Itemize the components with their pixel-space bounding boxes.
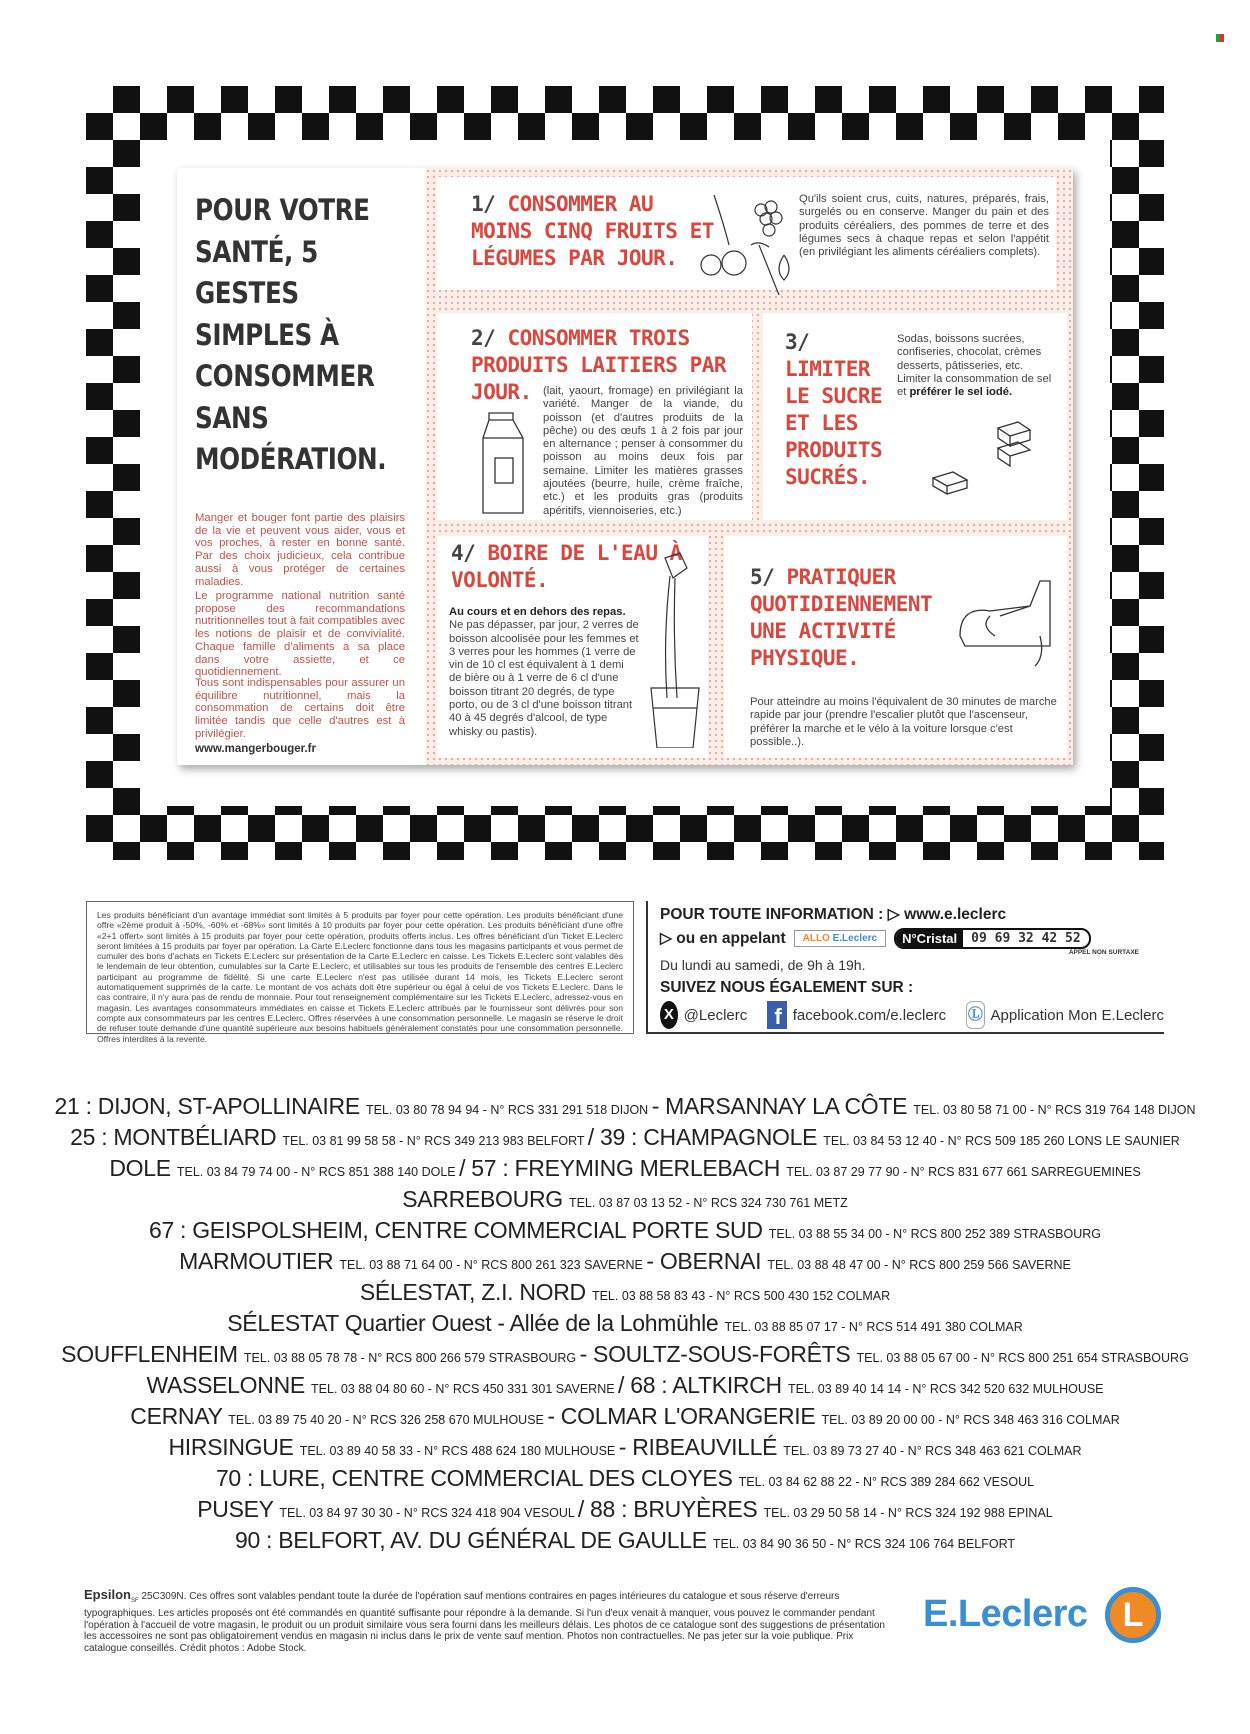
website-link[interactable]: www.mangerbouger.fr: [195, 743, 316, 755]
store-name: MARMOUTIER: [179, 1248, 340, 1274]
store-details: TEL. 03 88 55 34 00 - N° RCS 800 252 389 STRASBOURG: [768, 1227, 1102, 1241]
sneaker-icon: [950, 576, 1060, 676]
store-name: - COLMAR L'ORANGERIE: [547, 1403, 822, 1429]
leclerc-logo: E.Leclerc L: [923, 1585, 1163, 1645]
app-link[interactable]: Application Mon E.Leclerc: [990, 1006, 1164, 1024]
gesture-number: 2/: [471, 326, 496, 350]
gesture-title: BOIRE DE L'EAU À VOLONTÉ.: [451, 541, 682, 592]
gesture-title: LIMITER LE SUCRE ET LES PRODUITS SUCRÉS.: [785, 357, 883, 489]
gesture-number: 4/: [451, 541, 476, 565]
gesture-text-bold: préférer le sel iodé.: [909, 386, 1013, 399]
gesture-title-end: JOUR.: [471, 380, 532, 404]
footer-legal: Epsilon$_{SF}$ 25C309N. Ces offres sont valables pendant toute la durée de l'opération sauf mentions contraires en pages intérieures du catalogue et sous réserve d'erreurs typographiques. Les articles proposés ont été commandés en quantité suffisante pour répondre à la demande. Si l'un d'eux venait à manquer, vous pouvez le commander pendant l'opération à l'accueil de votre magasin, le produit ou un produit similaire vous sera fourni dans les meilleurs délais. Les photos de ce catalogue sont des suggestions de présentation les accessoires ne sont pas obligatoirement vendus en magasin ni inclus dans le prix de vente sauf mention. Photos non contractuelles. Ne pas jeter sur la voie publique. Prix catalogue conseillés. Crédit photos : Adobe Stock.: [84, 1587, 885, 1655]
store-name: SARREBOURG: [402, 1186, 569, 1212]
store-details: TEL. 03 80 58 71 00 - N° RCS 319 764 148 DIJON: [913, 1103, 1196, 1117]
gesture-panel-3: [763, 313, 1067, 520]
store-name: 21 : DIJON, ST-APOLLINAIRE: [54, 1093, 366, 1119]
store-line: [0, 1186, 1250, 1213]
contact-info: [646, 901, 1164, 1034]
store-details: TEL. 03 84 79 74 00 - N° RCS 851 388 140 DOLE: [176, 1165, 460, 1179]
gesture-panel-5: [724, 536, 1067, 758]
gesture-number: 1/: [471, 192, 496, 216]
store-line: [0, 1465, 1250, 1492]
leclerc-logo-icon: L: [1105, 1587, 1161, 1643]
store-line: [0, 1310, 1250, 1337]
intro-paragraph: Tous sont indispensables pour assurer un équilibre nutritionnel, mais la consommation de certains doit être limitée tandis que celle d'autres est à privilégier.: [195, 677, 405, 740]
store-name: WASSELONNE: [146, 1372, 312, 1398]
website-link[interactable]: www.e.leclerc: [904, 906, 1007, 923]
facebook-icon[interactable]: f: [767, 1001, 787, 1029]
store-details: TEL. 03 89 20 00 00 - N° RCS 348 463 316 COLMAR: [821, 1413, 1120, 1427]
store-details: TEL. 03 88 48 47 00 - N° RCS 800 259 566 SAVERNE: [767, 1258, 1071, 1272]
gesture-number: 3/: [785, 330, 810, 354]
store-details: TEL. 03 88 04 80 60 - N° RCS 450 331 301 SAVERNE: [311, 1382, 619, 1396]
store-name: SOUFFLENHEIM: [61, 1341, 244, 1367]
follow-heading: SUIVEZ NOUS ÉGALEMENT SUR :: [660, 979, 914, 996]
x-handle[interactable]: @Leclerc: [683, 1006, 748, 1024]
gesture-panel-2: [437, 313, 752, 520]
store-line: [0, 1217, 1250, 1244]
store-line: [0, 1403, 1250, 1430]
poster-title: POUR VOTRE SANTÉ, 5 GESTES SIMPLES À CONSOMMER SANS MODÉRATION.: [195, 193, 387, 476]
info-heading: POUR TOUTE INFORMATION :: [660, 906, 884, 923]
gesture-panel-4: [437, 536, 708, 758]
surtaxe-note: APPEL NON SURTAXE: [1068, 949, 1139, 956]
store-line: [0, 1093, 1250, 1120]
store-line: [0, 1527, 1250, 1554]
gesture-text: Qu'ils soient crus, cuits, natures, préparés, frais, surgelés ou en conserve. Manger du pain et des produits céréaliers, des pommes de terre et des légumes secs à chaque repas et selon l'appétit (en privilégiant les aliments céréaliers complets).: [799, 193, 1049, 259]
milk-carton-icon: [477, 408, 527, 518]
store-details: TEL. 03 89 73 27 40 - N° RCS 348 463 621 COLMAR: [783, 1444, 1082, 1458]
store-name: / 88 : BRUYÈRES: [577, 1496, 764, 1522]
store-name: PUSEY: [197, 1496, 280, 1522]
store-line: [0, 1279, 1250, 1306]
corner-mark: [1216, 34, 1224, 42]
store-details: TEL. 03 89 40 14 14 - N° RCS 342 520 632 MULHOUSE: [787, 1382, 1104, 1396]
gesture-text: Ne pas dépasser, par jour, 2 verres de boisson alcoolisée pour les femmes et 3 verres pour les hommes (1 verre de vin de 10 cl est équivalent à 1 demi de bière ou à 1 verre de 6 cl d'une boisson titrant 20 degrés, de type porto, ou de 3 cl d'une boisson titrant 40 à 45 degrés d'alcool, de type whisky ou pastis).: [449, 619, 639, 738]
store-line: [0, 1496, 1250, 1523]
store-details: TEL. 03 84 90 36 50 - N° RCS 324 106 764 BELFORT: [712, 1537, 1016, 1551]
store-name: DOLE: [109, 1155, 177, 1181]
leclerc-app-icon[interactable]: Ⓛ: [966, 1001, 984, 1029]
cristal-phone[interactable]: N°Cristal 09 69 32 42 52: [894, 928, 1091, 949]
water-glass-icon: [645, 548, 705, 748]
gesture-title: CONSOMMER AU MOINS CINQ FRUITS ET LÉGUMES PAR JOUR.: [471, 192, 714, 270]
store-details: TEL. 03 88 05 67 00 - N° RCS 800 251 654 STRASBOURG: [856, 1351, 1189, 1365]
gesture-text: Sodas, boissons sucrées, confiseries, chocolat, crèmes desserts, pâtisseries, etc. Limiter la consommation de sel et: [897, 333, 1052, 399]
store-details: TEL. 03 88 71 64 00 - N° RCS 800 261 323 SAVERNE: [339, 1258, 647, 1272]
store-details: TEL. 03 87 03 13 52 - N° RCS 324 730 761 METZ: [568, 1196, 848, 1210]
call-label: ▷ ou en appelant: [660, 930, 786, 947]
gesture-title: PRATIQUER QUOTIDIENNEMENT UNE ACTIVITÉ PHYSIQUE.: [750, 565, 933, 670]
gesture-text: Pour atteindre au moins l'équivalent de 30 minutes de marche rapide par jour (prendre l'escalier plutôt que l'ascenseur, préférer la marche et le vélo à la voiture lorsque c'est possible..).: [750, 696, 1057, 748]
store-name: 90 : BELFORT, AV. DU GÉNÉRAL DE GAULLE: [234, 1527, 713, 1553]
opening-hours: Du lundi au samedi, de 9h à 19h.: [660, 957, 866, 973]
store-name: 67 : GEISPOLSHEIM, CENTRE COMMERCIAL PORTE SUD: [148, 1217, 769, 1243]
store-name: - SOULTZ-SOUS-FORÊTS: [579, 1341, 857, 1367]
store-details: TEL. 03 84 62 88 22 - N° RCS 389 284 662 VESOUL: [738, 1475, 1035, 1489]
gesture-text: (lait, yaourt, fromage) en privilégiant la variété. Manger de la viande, du poisson (et d'autres produits de la pêche) ou des œufs 1 à 2 fois par jour en alternance ; penser à consommer du poisson au moins deux fois par semaine. Limiter les matières grasses ajoutées (beurre, huile, crème fraîche, etc.) et les produits gras (produits apéritifs, viennoiseries, etc.): [543, 385, 743, 517]
store-details: TEL. 03 80 78 94 94 - N° RCS 331 291 518 DIJON: [365, 1103, 652, 1117]
store-line: [0, 1434, 1250, 1461]
legal-notice: Les produits bénéficiant d'un avantage immédiat sont limités à 5 produits par foyer pour cette opération. Les produits bénéficiant d'une offre «2ème produit à -50%, -60% et -68%» sont limités à 10 produits par foyer pour cette opération. Les produits bénéficiant d'une offre «2+1 offert» sont limités à 15 produits par foyer pour cette opération, produits offerts inclus. Les offres bénéficiant d'un Ticket E.Leclerc seront limitées à 15 produits par foyer par opération. La Carte E.Leclerc fonctionne dans tous les magasins participants et vous permet de cumuler des bons d'achats en Tickets E.Leclerc sur présentation de la Carte E.Leclerc en caisse. Les Tickets E.Leclerc sont valables dès le lendemain de leur obtention, cumulables sur la Carte E.Leclerc, et utilisables sur tous les produits de l'ensemble des centres E.Leclerc participant au programme de fidélité. Si une carte E.Leclerc n'est pas utilisée durant 14 mois, les Tickets E.Leclerc seront automatiquement supprimés de la carte. Le montant de vos achats doit être supérieur ou égal à celui de vos Tickets E.Leclerc. Dans le cas contraire, il n'y aura pas de rendu de monnaie. Pour tout renseignement complémentaire sur les Tickets E.Leclerc, adressez-vous en magasin. Les avantages consommateurs immédiates en caisse et Tickets E.Leclerc attribués par le fournisseur sont délivrés pour son compte aux consommateurs par les centres E.Leclerc. Offres réservées à une consommation personnelle. Le magasin se réserve le droit de refuser toute demande d'une quantité supérieure aux besoins habituels généralement constatés pour une consommation personnelle. Offres interdites à la revente.: [86, 901, 634, 1034]
store-details: TEL. 03 88 58 83 43 - N° RCS 500 430 152 COLMAR: [591, 1289, 891, 1303]
store-details: TEL. 03 29 50 58 14 - N° RCS 324 192 988 EPINAL: [763, 1506, 1053, 1520]
store-name: 25 : MONTBÉLIARD: [70, 1124, 283, 1150]
store-name: - MARSANNAY LA CÔTE: [651, 1093, 914, 1119]
gesture-title: CONSOMMER TROIS PRODUITS LAITIERS PAR: [471, 326, 727, 377]
sugar-cubes-icon: [928, 418, 1038, 498]
store-name: / 68 : ALTKIRCH: [618, 1372, 788, 1398]
store-details: TEL. 03 81 99 58 58 - N° RCS 349 213 983 BELFORT: [282, 1134, 588, 1148]
store-line: [0, 1155, 1250, 1182]
store-details: TEL. 03 84 53 12 40 - N° RCS 509 185 260 LONS LE SAUNIER: [823, 1134, 1180, 1148]
store-details: TEL. 03 89 75 40 20 - N° RCS 326 258 670 MULHOUSE: [228, 1413, 548, 1427]
store-name: - OBERNAI: [646, 1248, 768, 1274]
gesture-number: 5/: [750, 565, 775, 589]
store-name: - RIBEAUVILLÉ: [618, 1434, 784, 1460]
store-details: TEL. 03 87 29 77 90 - N° RCS 831 677 661 SARREGUEMINES: [786, 1165, 1141, 1179]
play-icon: ▷: [887, 906, 900, 923]
store-name: CERNAY: [130, 1403, 229, 1429]
store-name: 70 : LURE, CENTRE COMMERCIAL DES CLOYES: [215, 1465, 739, 1491]
store-name: SÉLESTAT Quartier Ouest - Allée de la Lohmühle: [227, 1310, 725, 1336]
allo-leclerc-badge: ALLO E.Leclerc: [794, 930, 886, 947]
store-details: TEL. 03 88 05 78 78 - N° RCS 800 266 579 STRASBOURG: [243, 1351, 580, 1365]
store-name: HIRSINGUE: [168, 1434, 300, 1460]
x-icon[interactable]: X: [660, 1001, 678, 1029]
store-details: TEL. 03 84 97 30 30 - N° RCS 324 418 904 VESOUL: [279, 1506, 578, 1520]
store-line: [0, 1248, 1250, 1275]
facebook-link[interactable]: facebook.com/e.leclerc: [792, 1006, 947, 1024]
gesture-panel-1: [437, 177, 1056, 290]
store-line: [0, 1124, 1250, 1151]
intro-paragraph: Le programme national nutrition santé propose des recommandations nutritionnelles tout à fait compatibles avec les notions de plaisir et de convivialité. Chaque famille d'aliments a sa place dans votre assiette, et ce quotidiennement.: [195, 590, 405, 679]
gesture-lead: Au cours et en dehors des repas.: [449, 606, 626, 618]
store-name: SÉLESTAT, Z.I. NORD: [359, 1279, 592, 1305]
store-line: [0, 1341, 1250, 1368]
store-name: / 57 : FREYMING MERLEBACH: [459, 1155, 787, 1181]
store-name: / 39 : CHAMPAGNOLE: [587, 1124, 824, 1150]
fruits-vegetables-icon: [699, 185, 799, 295]
store-details: TEL. 03 88 85 07 17 - N° RCS 514 491 380 COLMAR: [724, 1320, 1023, 1334]
store-details: TEL. 03 89 40 58 33 - N° RCS 488 624 180 MULHOUSE: [299, 1444, 619, 1458]
store-line: [0, 1372, 1250, 1399]
intro-paragraph: Manger et bouger font partie des plaisirs de la vie et peuvent vous aider, vous et vos proches, à rester en bonne santé. Par des choix judicieux, cela contribue aussi à vous protéger de certaines maladies.: [195, 512, 405, 588]
